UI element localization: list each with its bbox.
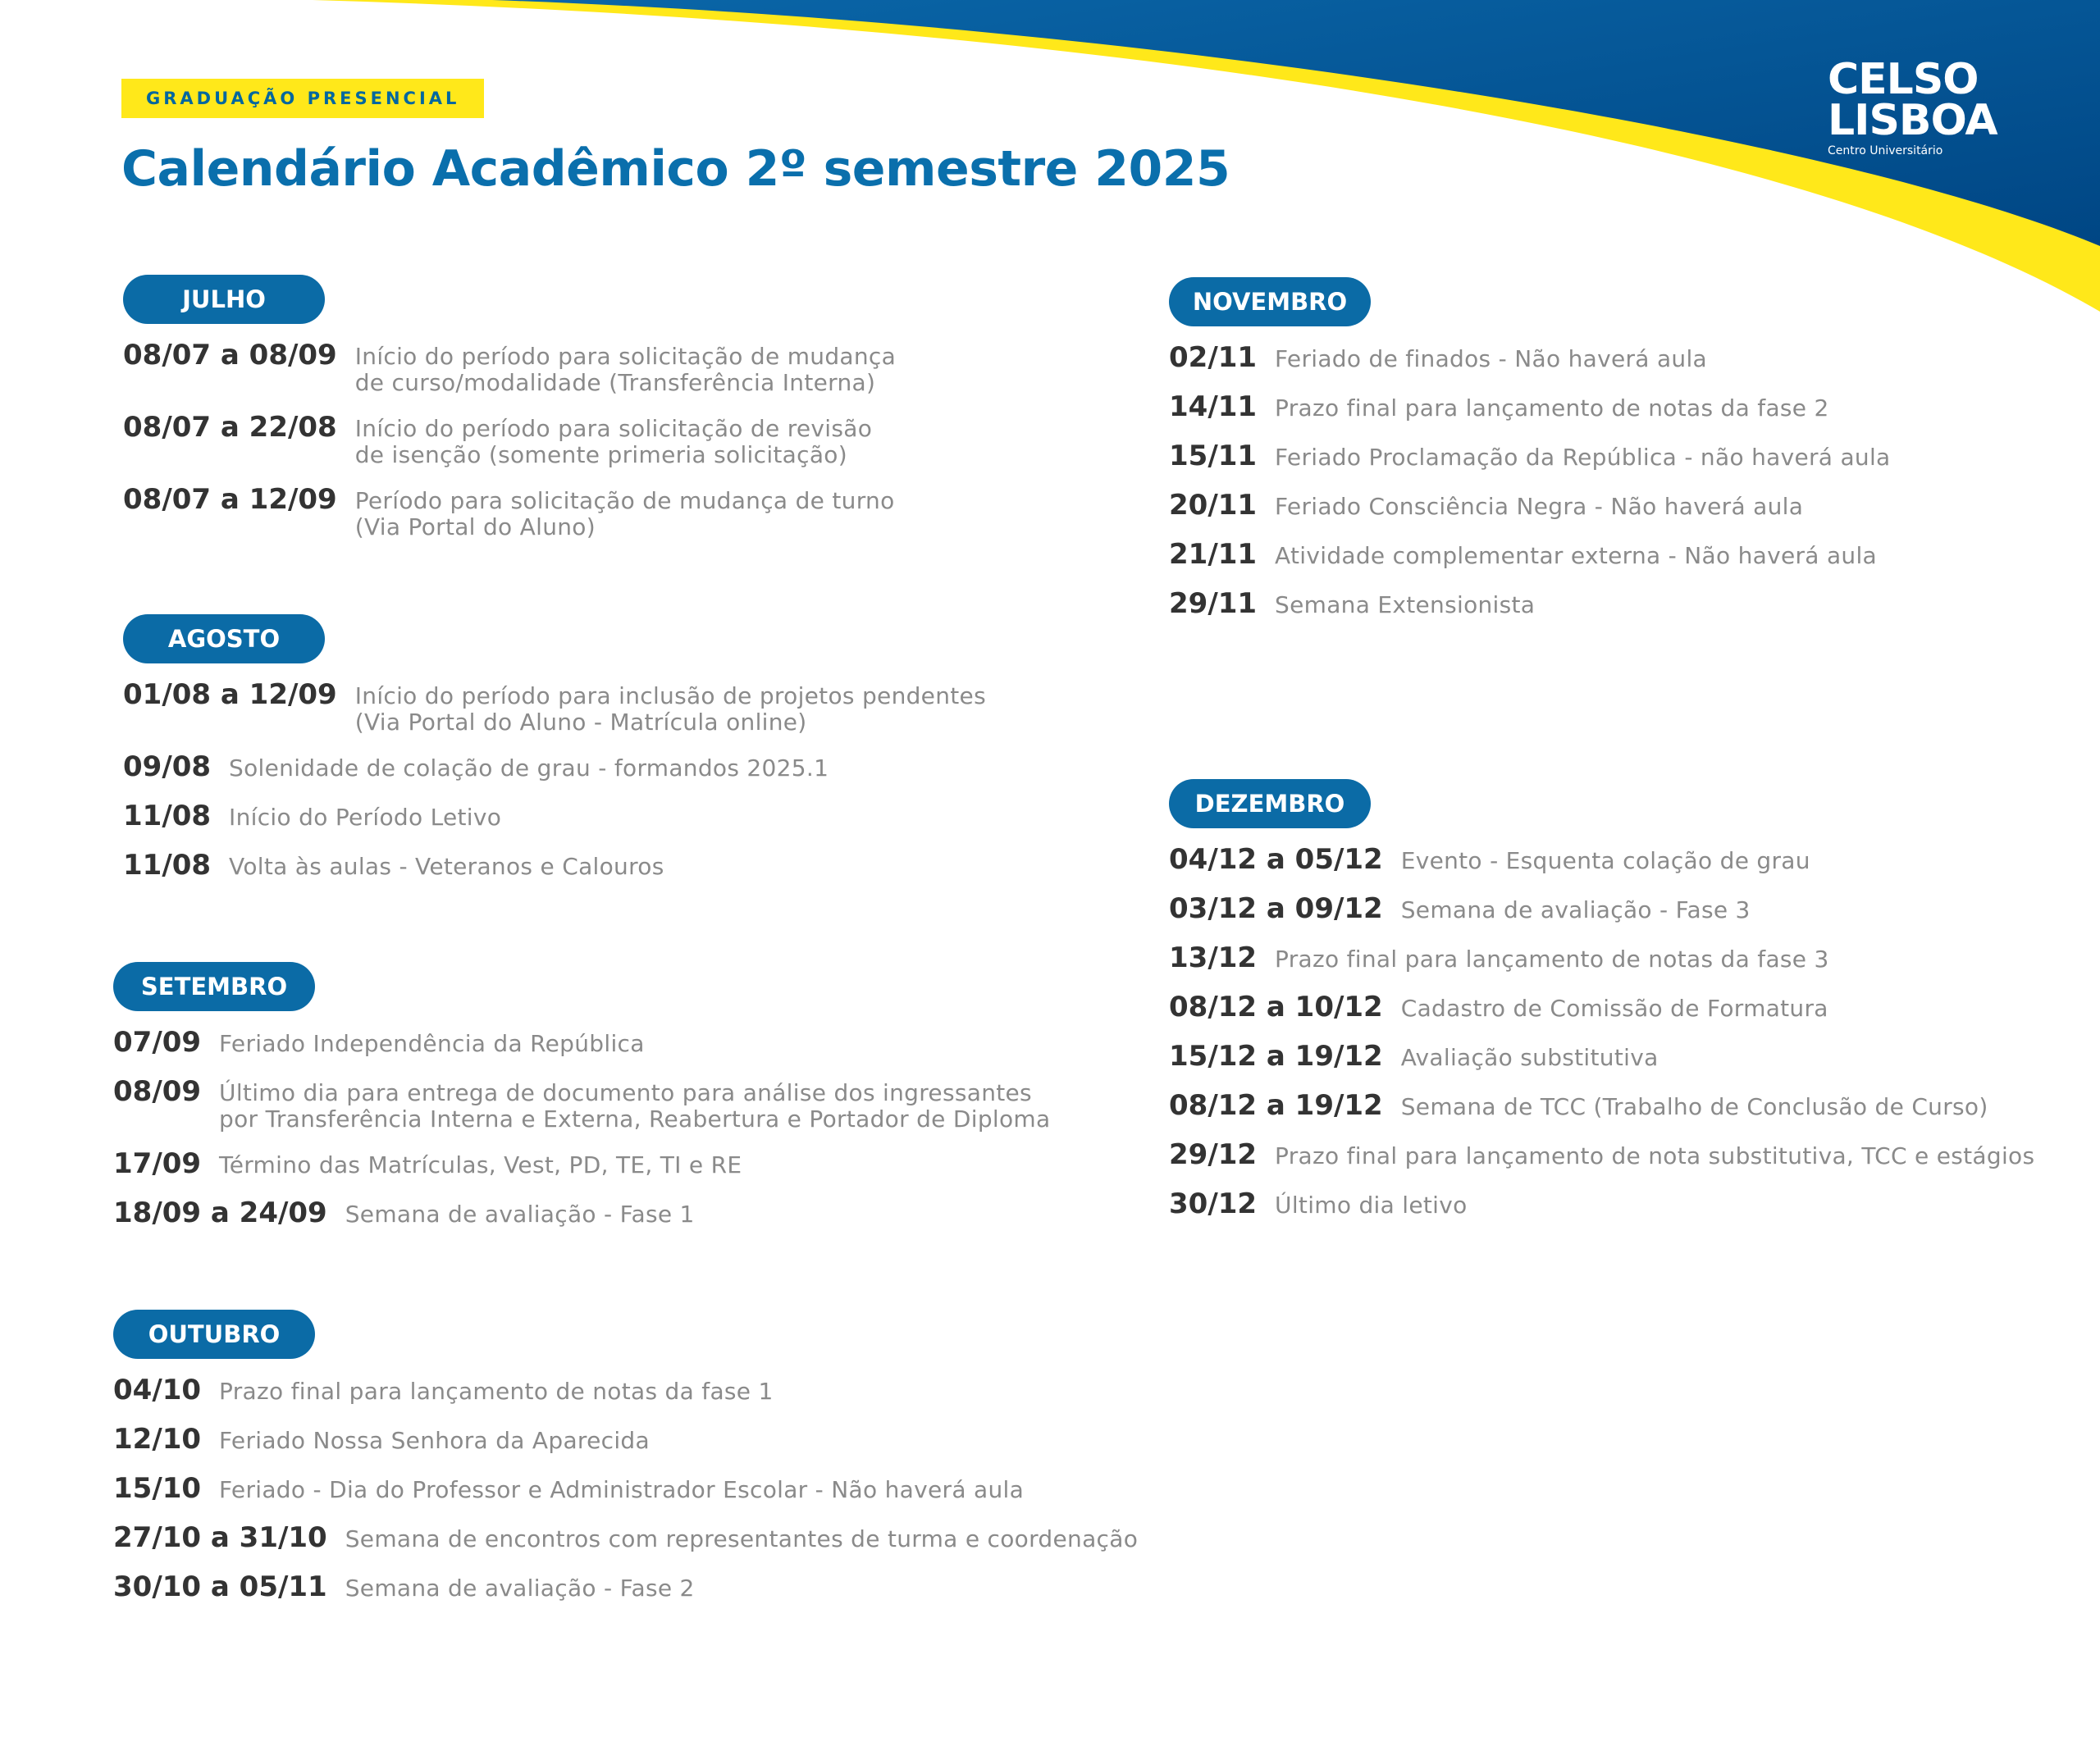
- event-date: 02/11: [1169, 341, 1258, 374]
- event-desc: Feriado - Dia do Professor e Administrador Escolar - Não haverá aula: [219, 1476, 1025, 1503]
- event-desc: Último dia para entrega de documento para análise dos ingressantes por Transferência Interna e Externa, Reabertura e Portador de Diploma: [219, 1079, 1051, 1133]
- event-date: 27/10 a 31/10: [113, 1521, 327, 1554]
- event-desc: Volta às aulas - Veteranos e Calouros: [229, 853, 664, 880]
- event-row: [1169, 389, 1890, 425]
- event-date: 14/11: [1169, 390, 1258, 423]
- event-row: [113, 1421, 1138, 1457]
- event-date: 20/11: [1169, 489, 1258, 522]
- event-row: [123, 847, 986, 883]
- event-desc: Feriado Consciência Negra - Não haverá aula: [1275, 493, 1804, 520]
- section-agosto: [123, 614, 986, 883]
- event-date: 04/10: [113, 1374, 202, 1406]
- logo-line-2: LISBOA: [1828, 96, 1997, 145]
- event-row: [1169, 1038, 2034, 1074]
- event-date: 29/12: [1169, 1138, 1258, 1171]
- month-pill-novembro: NOVEMBRO: [1169, 277, 1371, 326]
- event-date: 18/09 a 24/09: [113, 1197, 327, 1229]
- event-date: 11/08: [123, 800, 212, 832]
- event-desc: Último dia letivo: [1275, 1192, 1468, 1219]
- event-row: [113, 1372, 1138, 1408]
- celso-lisboa-logo: [1828, 55, 1997, 157]
- event-row: [123, 798, 986, 834]
- event-desc: Semana de avaliação - Fase 1: [345, 1201, 695, 1228]
- event-row: [113, 1520, 1138, 1556]
- event-date: 08/12 a 10/12: [1169, 991, 1383, 1023]
- event-desc: Prazo final para lançamento de notas da fase 1: [219, 1378, 774, 1405]
- event-desc: Início do Período Letivo: [229, 804, 502, 831]
- event-desc: Atividade complementar externa - Não haverá aula: [1275, 542, 1878, 569]
- program-tag: GRADUAÇÃO PRESENCIAL: [121, 79, 484, 118]
- event-date: 12/10: [113, 1423, 202, 1456]
- event-row: [1169, 1137, 2034, 1173]
- event-row: [1169, 438, 1890, 474]
- section-julho: [123, 275, 896, 540]
- month-pill-outubro: OUTUBRO: [113, 1310, 315, 1359]
- event-row: [113, 1073, 1050, 1133]
- event-row: [1169, 891, 2034, 927]
- event-desc: Semana de avaliação - Fase 3: [1400, 896, 1751, 923]
- event-date: 04/12 a 05/12: [1169, 843, 1383, 876]
- event-desc: Feriado Nossa Senhora da Aparecida: [219, 1427, 650, 1454]
- event-desc: Solenidade de colação de grau - formandos 2025.1: [229, 754, 829, 782]
- event-desc: Período para solicitação de mudança de turno (Via Portal do Aluno): [354, 487, 895, 540]
- event-date: 29/11: [1169, 587, 1258, 620]
- event-date: 08/12 a 19/12: [1169, 1089, 1383, 1122]
- event-date: 03/12 a 09/12: [1169, 892, 1383, 925]
- event-row: [113, 1470, 1138, 1506]
- event-row: [1169, 487, 1890, 523]
- event-date: 08/07 a 22/08: [123, 411, 337, 444]
- event-date: 21/11: [1169, 538, 1258, 571]
- event-desc: Prazo final para lançamento de notas da fase 3: [1275, 946, 1829, 973]
- event-desc: Início do período para solicitação de revisão de isenção (somente primeria solicitação): [354, 415, 873, 468]
- event-date: 09/08: [123, 750, 212, 783]
- event-row: [113, 1569, 1138, 1605]
- event-row: [123, 749, 986, 785]
- event-row: [113, 1024, 1050, 1060]
- event-desc: Evento - Esquenta colação de grau: [1400, 847, 1810, 874]
- event-row: [113, 1146, 1050, 1182]
- event-row: [1169, 940, 2034, 976]
- event-desc: Semana de avaliação - Fase 2: [345, 1575, 695, 1602]
- event-date: 30/12: [1169, 1187, 1258, 1220]
- event-desc: Prazo final para lançamento de notas da fase 2: [1275, 394, 1829, 422]
- event-desc: Semana de TCC (Trabalho de Conclusão de Curso): [1400, 1093, 1988, 1120]
- section-setembro: [113, 962, 1050, 1231]
- event-date: 15/10: [113, 1472, 202, 1505]
- event-date: 13/12: [1169, 941, 1258, 974]
- event-desc: Feriado Proclamação da República - não haverá aula: [1275, 444, 1891, 471]
- event-date: 01/08 a 12/09: [123, 678, 337, 711]
- event-date: 08/07 a 12/09: [123, 483, 337, 516]
- logo-subtitle: Centro Universitário: [1828, 144, 1943, 157]
- event-row: [1169, 1087, 2034, 1124]
- event-date: 08/07 a 08/09: [123, 339, 337, 371]
- event-desc: Feriado Independência da República: [219, 1030, 645, 1057]
- event-row: [1169, 536, 1890, 572]
- event-desc: Prazo final para lançamento de nota substitutiva, TCC e estágios: [1275, 1142, 2035, 1169]
- event-row: [123, 677, 986, 736]
- section-novembro: [1169, 277, 1890, 622]
- event-date: 08/09: [113, 1075, 202, 1108]
- month-pill-agosto: AGOSTO: [123, 614, 325, 663]
- event-desc: Semana Extensionista: [1275, 591, 1536, 618]
- month-pill-dezembro: DEZEMBRO: [1169, 779, 1371, 828]
- event-desc: Término das Matrículas, Vest, PD, TE, TI e RE: [219, 1151, 742, 1178]
- event-date: 15/11: [1169, 440, 1258, 472]
- event-row: [1169, 340, 1890, 376]
- event-desc: Semana de encontros com representantes de turma e coordenação: [345, 1525, 1139, 1552]
- event-date: 15/12 a 19/12: [1169, 1040, 1383, 1073]
- event-date: 17/09: [113, 1147, 202, 1180]
- page-title: Calendário Acadêmico 2º semestre 2025: [121, 140, 1230, 198]
- event-date: 30/10 a 05/11: [113, 1570, 327, 1603]
- event-row: [123, 337, 896, 396]
- event-desc: Início do período para solicitação de mudança de curso/modalidade (Transferência Interna): [354, 343, 897, 396]
- event-row: [113, 1195, 1050, 1231]
- event-desc: Cadastro de Comissão de Formatura: [1400, 995, 1828, 1022]
- event-row: [1169, 586, 1890, 622]
- event-row: [123, 481, 896, 540]
- event-date: 07/09: [113, 1026, 202, 1059]
- event-row: [1169, 1186, 2034, 1222]
- event-desc: Feriado de finados - Não haverá aula: [1275, 345, 1707, 372]
- event-row: [1169, 841, 2034, 877]
- month-pill-setembro: SETEMBRO: [113, 962, 315, 1011]
- event-date: 11/08: [123, 849, 212, 882]
- month-pill-julho: JULHO: [123, 275, 325, 324]
- section-dezembro: [1169, 779, 2034, 1222]
- logo-line-1: CELSO: [1828, 55, 1979, 104]
- event-desc: Avaliação substitutiva: [1400, 1044, 1659, 1071]
- event-row: [123, 409, 896, 468]
- section-outubro: [113, 1310, 1138, 1605]
- event-row: [1169, 989, 2034, 1025]
- event-desc: Início do período para inclusão de projetos pendentes (Via Portal do Aluno - Matrícula online): [354, 682, 986, 736]
